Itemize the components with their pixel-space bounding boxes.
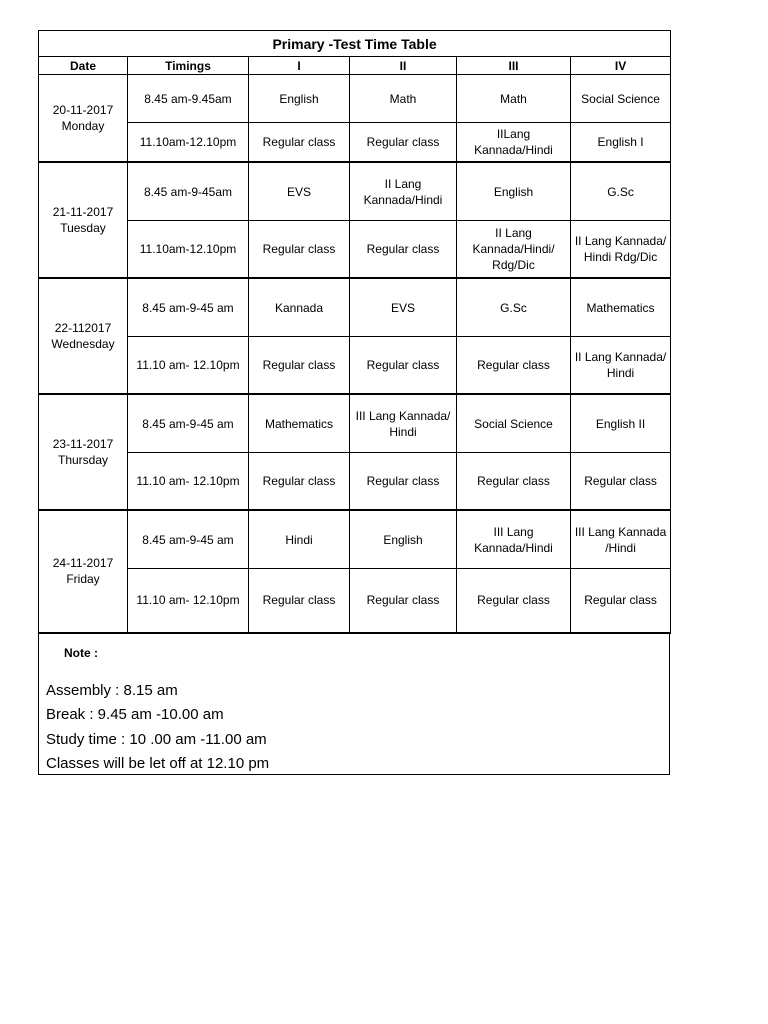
subject-cell: Kannada [249, 278, 350, 337]
subject-cell: Regular class [249, 569, 350, 633]
table-row [39, 394, 671, 453]
timing-cell: 11.10am-12.10pm [128, 123, 249, 163]
subject-cell: Regular class [457, 453, 571, 511]
header-date: Date [39, 57, 128, 75]
table-row [39, 75, 671, 123]
subject-cell: Mathematics [571, 278, 671, 337]
day-name: Monday [61, 119, 105, 133]
subject-cell: Social Science [457, 394, 571, 453]
subject-cell: Social Science [571, 75, 671, 123]
date-value: 23-11-2017 [52, 437, 114, 451]
subject-cell: Regular class [457, 569, 571, 633]
day-name: Wednesday [51, 337, 115, 351]
note-lines [46, 679, 269, 777]
timing-cell: 8.45 am-9-45am [128, 162, 249, 221]
date-value: 21-11-2017 [52, 205, 114, 219]
subject-cell: EVS [249, 162, 350, 221]
subject-cell: II Lang Kannada/ Hindi [571, 337, 671, 395]
subject-cell: English [457, 162, 571, 221]
timing-cell: 8.45 am-9.45am [128, 75, 249, 123]
subject-cell: English [350, 510, 457, 569]
table-row [39, 453, 671, 511]
timing-cell: 8.45 am-9-45 am [128, 394, 249, 453]
day-name: Thursday [57, 453, 109, 467]
header-class-1: I [249, 57, 350, 75]
header-row [39, 57, 671, 75]
table-row [39, 221, 671, 279]
subject-cell: Regular class [249, 337, 350, 395]
subject-cell: IILang Kannada/Hindi [457, 123, 571, 163]
timing-cell: 11.10 am- 12.10pm [128, 337, 249, 395]
note-line-study-time: Study time : 10 .00 am -11.00 am [46, 730, 267, 748]
subject-cell: Regular class [571, 453, 671, 511]
subject-cell: English II [571, 394, 671, 453]
subject-cell: II Lang Kannada/Hindi/ Rdg/Dic [457, 221, 571, 279]
subject-cell: Regular class [350, 221, 457, 279]
timetable [38, 30, 671, 634]
subject-cell: Regular class [249, 453, 350, 511]
subject-cell: Regular class [249, 221, 350, 279]
subject-cell: Math [457, 75, 571, 123]
table-row [39, 569, 671, 633]
subject-cell: English [249, 75, 350, 123]
timing-cell: 11.10 am- 12.10pm [128, 453, 249, 511]
day-name: Tuesday [60, 221, 106, 235]
subject-cell: II Lang Kannada/ Hindi Rdg/Dic [571, 221, 671, 279]
note-line-break: Break : 9.45 am -10.00 am [46, 706, 224, 723]
subject-cell: III Lang Kannada/ Hindi [350, 394, 457, 453]
table-row [39, 278, 671, 337]
subject-cell: EVS [350, 278, 457, 337]
table-row [39, 510, 671, 569]
timetable-sheet [38, 30, 670, 775]
table-row [39, 162, 671, 221]
subject-cell: Hindi [249, 510, 350, 569]
page-title: Primary -Test Time Table [39, 31, 671, 57]
date-cell [39, 162, 128, 278]
note-line-dismissal: Classes will be let off at 12.10 pm [46, 755, 270, 772]
timing-cell: 11.10 am- 12.10pm [128, 569, 249, 633]
subject-cell: Mathematics [249, 394, 350, 453]
subject-cell: English I [571, 123, 671, 163]
note-section [38, 634, 670, 775]
subject-cell: G.Sc [457, 278, 571, 337]
subject-cell: II Lang Kannada/Hindi [350, 162, 457, 221]
date-cell [39, 510, 128, 633]
subject-cell: Regular class [249, 123, 350, 163]
subject-cell: G.Sc [571, 162, 671, 221]
header-class-3: III [457, 57, 571, 75]
subject-cell: Regular class [350, 453, 457, 511]
timing-cell: 11.10am-12.10pm [128, 221, 249, 279]
subject-cell: Regular class [571, 569, 671, 633]
date-value: 22-112017 [54, 321, 112, 335]
header-class-2: II [350, 57, 457, 75]
date-cell [39, 394, 128, 510]
table-row [39, 123, 671, 163]
timing-cell: 8.45 am-9-45 am [128, 510, 249, 569]
timing-cell: 8.45 am-9-45 am [128, 278, 249, 337]
subject-cell: Regular class [350, 569, 457, 633]
note-label: Note : [64, 645, 98, 660]
note-line-assembly: Assembly : 8.15 am [46, 681, 178, 699]
day-name: Friday [66, 572, 100, 587]
header-timings: Timings [128, 57, 249, 75]
subject-cell: III Lang Kannada/Hindi [457, 510, 571, 569]
header-class-4: IV [571, 57, 671, 75]
subject-cell: Regular class [350, 337, 457, 395]
subject-cell: Regular class [457, 337, 571, 395]
subject-cell: III Lang Kannada /Hindi [571, 510, 671, 569]
subject-cell: Regular class [350, 123, 457, 163]
date-value: 20-11-2017 [52, 103, 114, 117]
table-row [39, 337, 671, 395]
date-cell [39, 278, 128, 394]
date-cell [39, 75, 128, 163]
subject-cell: Math [350, 75, 457, 123]
date-value: 24-11-2017 [52, 556, 114, 571]
